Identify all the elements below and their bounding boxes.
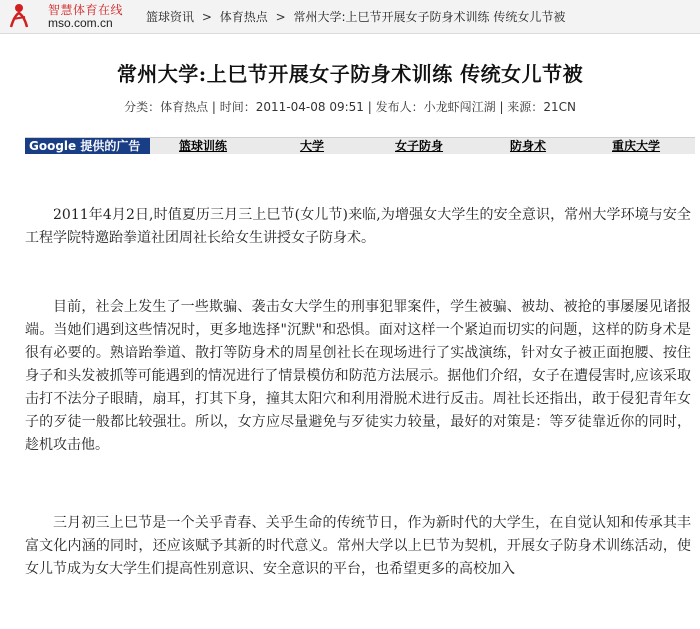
logo-title: 智慧体育在线 — [48, 3, 124, 17]
article-paragraph: 目前，社会上发生了一些欺骗、袭击女大学生的刑事犯罪案件，学生被骗、被劫、被抢的事屡屡见诸报端。当她们遇到这些情况时，更多地选择"沉默"和恐惧。面对这样一个紧迫而切实的问题，这样的防身术是很有必要的。熟谙跆拳道、散打等防身术的周星创社长在现场进行了实战演练，针对女子被正面抱腰、按住身子和头发被抓等可能遇到的情况进行了情景模仿和防范方法展示。据他们介绍，女子在遭侵害时,应该采取击打不法分子眼睛，扇耳，打其下身，撞其太阳穴和利用滑脱术进行反击。周社长还指出，敢于侵犯青年女子的歹徒一般都比较强壮。所以，女方应尽量避免与歹徒实力较量，最好的对策是：等歹徒靠近你的同时，趁机攻击他。 — [25, 299, 691, 453]
publish-time: 2011-04-08 09:51 — [255, 100, 364, 114]
category-label: 分类： — [124, 100, 161, 114]
top-header-bar — [0, 0, 700, 34]
time-label: | 时间： — [211, 100, 256, 114]
category-link[interactable]: 体育热点 — [160, 100, 209, 114]
ad-link-chongqing-university[interactable]: 重庆大学 — [612, 139, 661, 153]
site-logo[interactable] — [6, 1, 136, 33]
breadcrumb — [146, 8, 565, 25]
ad-link-university[interactable]: 大学 — [300, 139, 325, 153]
breadcrumb-item-basketball[interactable]: 篮球资讯 — [146, 10, 195, 24]
ad-link-basketball-training[interactable]: 篮球训练 — [179, 139, 228, 153]
source-label: | 来源： — [499, 100, 544, 114]
ad-link-women-self-defense[interactable]: 女子防身 — [395, 139, 444, 153]
breadcrumb-separator: > — [201, 10, 212, 24]
breadcrumb-item-current: 常州大学:上巳节开展女子防身术训练 传统女儿节被 — [293, 10, 566, 24]
breadcrumb-item-sports-hot[interactable]: 体育热点 — [219, 10, 268, 24]
google-ads-label[interactable]: Google 提供的广告 — [25, 138, 150, 154]
publisher-label: | 发布人： — [367, 100, 424, 114]
article-title: 常州大学:上巳节开展女子防身术训练 传统女儿节被 — [116, 62, 584, 86]
breadcrumb-separator: > — [275, 10, 286, 24]
google-ads-bar — [25, 137, 695, 154]
ad-link-self-defense[interactable]: 防身术 — [510, 139, 547, 153]
logo-domain: mso.com.cn — [48, 16, 113, 30]
site-logo-icon — [8, 3, 30, 29]
source-name: 21CN — [543, 100, 576, 114]
article-paragraph: 三月初三上巳节是一个关乎青春、关乎生命的传统节日，作为新时代的大学生，在自觉认知和传承其丰富文化内涵的同时，还应该赋予其新的时代意义。常州大学以上巳节为契机，开展女子防身术训练活动，使女儿节成为女大学生们提高性别意识、安全意识的平台，也希望更多的高校加入 — [25, 515, 691, 577]
article-body — [25, 204, 691, 629]
publisher-name: 小龙虾闯江湖 — [423, 100, 496, 114]
article-meta — [0, 98, 700, 115]
article-paragraph: 2011年4月2日,时值夏历三月三上巳节(女儿节)来临,为增强女大学生的安全意识，常州大学环境与安全工程学院特邀跆拳道社团周社长给女生讲授女子防身术。 — [25, 207, 691, 246]
